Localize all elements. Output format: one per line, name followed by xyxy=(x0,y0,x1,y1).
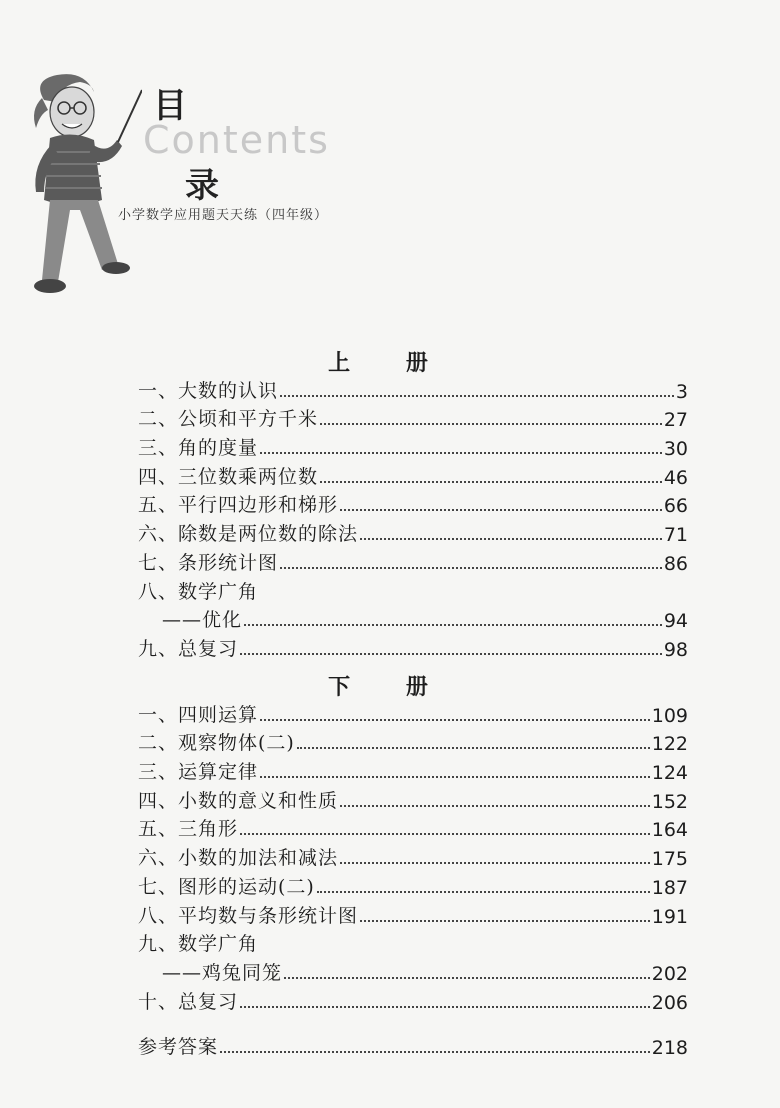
answers-toc xyxy=(138,1030,688,1059)
toc-entry[interactable] xyxy=(138,460,688,489)
leader-dots xyxy=(340,805,650,807)
toc-page: 71 xyxy=(663,524,688,547)
toc-page: 202 xyxy=(651,962,688,985)
toc-page: 218 xyxy=(651,1036,688,1059)
toc-label: 八、数学广角 xyxy=(138,580,259,603)
title-char-top: 目 xyxy=(153,86,187,126)
leader-dots xyxy=(340,509,662,511)
volume2-toc xyxy=(138,698,688,1014)
leader-dots xyxy=(220,1051,650,1053)
toc-page: 122 xyxy=(651,733,688,756)
toc-page: 98 xyxy=(663,638,688,661)
toc-entry[interactable] xyxy=(138,727,688,756)
toc-entry[interactable] xyxy=(138,870,688,899)
toc-entry[interactable] xyxy=(138,604,688,633)
toc-entry[interactable] xyxy=(138,899,688,928)
leader-dots xyxy=(240,1006,650,1008)
toc-entry[interactable] xyxy=(138,841,688,870)
volume2-heading: 下 册 xyxy=(328,674,452,700)
toc-entry[interactable] xyxy=(138,956,688,985)
leader-dots xyxy=(360,920,650,922)
toc-page: 94 xyxy=(663,610,688,633)
toc-label: ——鸡兔同笼 xyxy=(162,961,283,984)
toc-entry-answers[interactable] xyxy=(138,1030,688,1059)
toc-entry[interactable] xyxy=(138,632,688,661)
toc-page: 206 xyxy=(651,991,688,1014)
volume1-heading: 上 册 xyxy=(328,350,452,376)
leader-dots xyxy=(260,719,650,721)
toc-entry[interactable] xyxy=(138,985,688,1014)
toc-page: 3 xyxy=(675,380,688,403)
toc-page: 124 xyxy=(651,762,688,785)
toc-label: 五、平行四边形和梯形 xyxy=(138,494,339,517)
toc-page: 175 xyxy=(651,848,688,871)
toc-label: 四、三位数乘两位数 xyxy=(138,465,319,488)
toc-entry[interactable] xyxy=(138,517,688,546)
leader-dots xyxy=(240,653,662,655)
toc-page: 109 xyxy=(651,704,688,727)
leader-dots xyxy=(284,977,650,979)
toc-label: 七、条形统计图 xyxy=(138,551,279,574)
toc-label: 六、除数是两位数的除法 xyxy=(138,523,359,546)
leader-dots xyxy=(317,891,650,893)
toc-label: 五、三角形 xyxy=(138,818,239,841)
toc-page: 187 xyxy=(651,876,688,899)
title-char-bottom: 录 xyxy=(185,166,219,206)
title-english: Contents xyxy=(143,118,330,162)
toc-page: 164 xyxy=(651,819,688,842)
leader-dots xyxy=(360,538,662,540)
toc-label: 六、小数的加法和减法 xyxy=(138,847,339,870)
toc-page: 30 xyxy=(663,438,688,461)
toc-label: 二、观察物体(二) xyxy=(138,732,295,755)
toc-entry[interactable] xyxy=(138,403,688,432)
toc-entry[interactable] xyxy=(138,755,688,784)
toc-entry[interactable] xyxy=(138,431,688,460)
toc-label: 二、公顷和平方千米 xyxy=(138,408,319,431)
leader-dots xyxy=(320,423,662,425)
leader-dots xyxy=(244,624,662,626)
toc-label: ——优化 xyxy=(162,609,243,632)
toc-entry[interactable] xyxy=(138,546,688,575)
toc-label: 八、平均数与条形统计图 xyxy=(138,904,359,927)
toc-entry[interactable] xyxy=(138,698,688,727)
toc-page: 191 xyxy=(651,905,688,928)
teacher-illustration xyxy=(22,70,142,300)
leader-dots xyxy=(297,747,650,749)
leader-dots xyxy=(240,833,650,835)
toc-entry[interactable] xyxy=(138,489,688,518)
leader-dots xyxy=(320,481,662,483)
toc-page: 86 xyxy=(663,552,688,575)
toc-label: 三、运算定律 xyxy=(138,761,259,784)
book-subtitle: 小学数学应用题天天练（四年级） xyxy=(118,208,329,223)
toc-page: 152 xyxy=(651,790,688,813)
leader-dots xyxy=(340,862,650,864)
toc-page: 27 xyxy=(663,409,688,432)
volume1-toc xyxy=(138,374,688,661)
contents-header xyxy=(0,0,780,320)
toc-label: 四、小数的意义和性质 xyxy=(138,789,339,812)
toc-label: 七、图形的运动(二) xyxy=(138,875,315,898)
toc-label: 九、数学广角 xyxy=(138,933,259,956)
leader-dots xyxy=(260,452,662,454)
leader-dots xyxy=(280,395,674,397)
toc-entry[interactable] xyxy=(138,784,688,813)
toc-label: 一、大数的认识 xyxy=(138,379,279,402)
toc-entry-heading[interactable] xyxy=(138,575,688,604)
toc-page: 46 xyxy=(663,466,688,489)
toc-entry[interactable] xyxy=(138,813,688,842)
toc-label: 一、四则运算 xyxy=(138,703,259,726)
toc-page: 66 xyxy=(663,495,688,518)
leader-dots xyxy=(260,776,650,778)
toc-label: 参考答案 xyxy=(138,1035,219,1058)
toc-label: 九、总复习 xyxy=(138,637,239,660)
toc-label: 十、总复习 xyxy=(138,990,239,1013)
toc-label: 三、角的度量 xyxy=(138,437,259,460)
leader-dots xyxy=(280,567,662,569)
toc-entry[interactable] xyxy=(138,374,688,403)
toc-entry-heading[interactable] xyxy=(138,928,688,957)
